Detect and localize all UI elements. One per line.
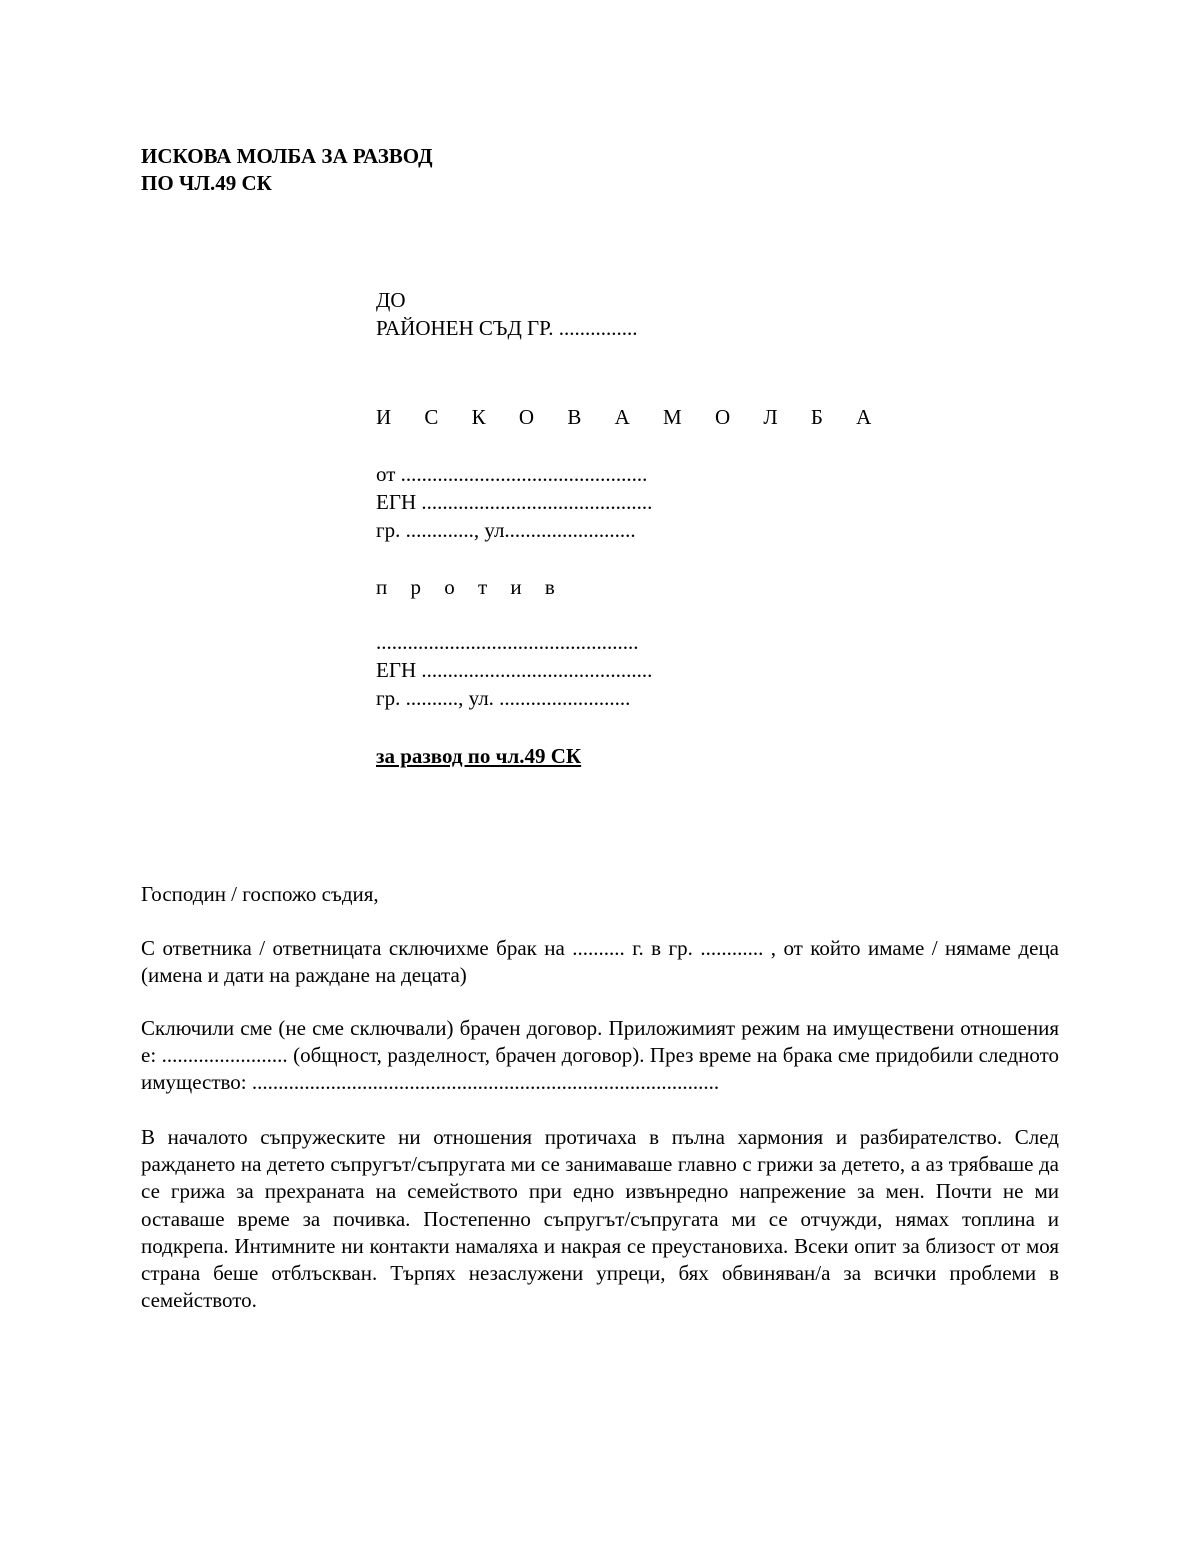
defendant-egn: ЕГН ............................................ [376,658,653,682]
plaintiff-from: от ............................................... [376,462,648,486]
salutation: Господин / госпожо съдия, [141,882,379,906]
paragraph-relations: В началото съпружеските ни отношения протичаха в пълна хармония и разбирателство. След раждането на детето съпругът/съпругата ми се занимаваше главно с грижи за детето, а аз трябваше да се грижа за прехраната на семейството при едно извънредно напрежение за мен. Почти не ми оставаше време за почивка. Постепенно съпругът/съпругата ми се отчужди, нямах топлина и подкрепа. Интимните ни контакти намаляха и накрая се преустановиха. Всеки опит за близост от моя страна беше отблъскван. Търпях незаслужени упреци, бях обвиняван/а за всички проблеми в семейството. [141,1125,1059,1313]
document-title [141,143,433,197]
paragraph-marriage: С ответника / ответницата сключихме брак на .......... г. в гр. ............ , от който имаме / нямаме деца (имена и дати на раждане на децата) [141,936,1059,988]
title-line-2: ПО ЧЛ.49 СК [141,171,272,195]
plaintiff-address: гр. ............., ул......................... [376,518,636,542]
against-label: п р о т и в [376,575,564,599]
paragraph-property: Сключили сме (не сме сключвали) брачен договор. Приложимият режим на имуществени отношения е: ........................ (общност, разделност, брачен договор). През време на брака сме придобили следното имущество: ......................................................................................... [141,1016,1059,1095]
addressee-court: РАЙОНЕН СЪД ГР. ............... [376,316,638,340]
defendant-name: .................................................. [376,630,639,654]
addressee-to: ДО [376,288,406,312]
defendant-address: гр. .........., ул. ......................... [376,686,631,710]
title-line-1: ИСКОВА МОЛБА ЗА РАЗВОД [141,144,433,168]
defendant-block [376,628,652,712]
petition-heading: И С К О В А М О Л Б А [376,405,886,429]
subject-line: за развод по чл.49 СК [376,744,582,768]
addressee-block [376,286,637,342]
plaintiff-egn: ЕГН ............................................ [376,490,653,514]
plaintiff-block [376,460,652,544]
